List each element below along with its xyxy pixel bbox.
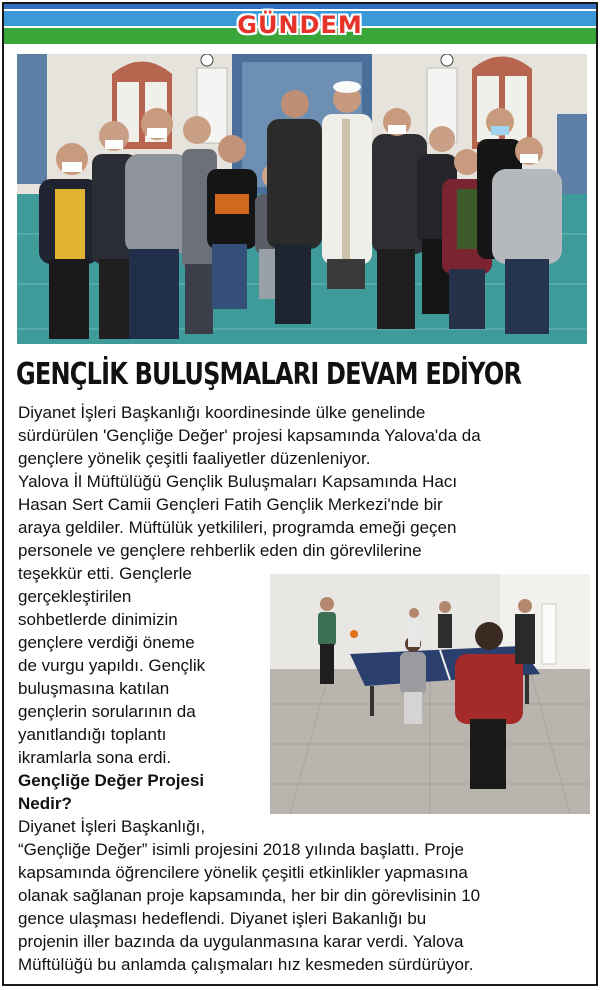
body-line: Diyanet İşleri Başkanlığı, xyxy=(18,817,206,836)
group-photo-mosque xyxy=(17,54,587,344)
body-line: gençlerin sorularının da xyxy=(18,702,196,721)
newspaper-page xyxy=(2,2,598,986)
section-banner xyxy=(4,4,596,44)
body-line: gerçekleştirilen xyxy=(18,587,132,606)
article-headline: GENÇLİK BULUŞMALARI DEVAM EDİYOR xyxy=(16,357,522,392)
body-line: araya geldiler. Müftülük yetkilileri, programda emeği geçen xyxy=(18,518,457,537)
body-line: gence ulaşması hedeflendi. Diyanet işleri Bakanlığı bu xyxy=(18,909,427,928)
body-line: kapsamında öğrencilere yönelik çeşitli etkinlikler yapmasına xyxy=(18,863,468,882)
body-line: gençlere verdiği öneme xyxy=(18,633,195,652)
body-line: yanıtlandığı toplantı xyxy=(18,725,167,744)
body-line: projenin iller bazında da uygulanmasına karar verdi. Yalova xyxy=(18,932,464,951)
body-line: gençlere yönelik çeşitli faaliyetler düzenleniyor. xyxy=(18,449,371,468)
body-line: Müftülüğü bu anlamda çalışmaları hız kesmeden sürdürüyor. xyxy=(18,955,474,974)
body-line: teşekkür etti. Gençlerle xyxy=(18,564,192,583)
body-line: ikramlarla sona erdi. xyxy=(18,748,172,767)
body-line: Diyanet İşleri Başkanlığı koordinesinde ülke genelinde xyxy=(18,403,426,422)
body-line: personele ve gençlere rehberlik eden din görevlilerine xyxy=(18,541,422,560)
body-line: Hasan Sert Camii Gençleri Fatih Gençlik Merkezi'nde bir xyxy=(18,495,443,514)
body-line: “Gençliğe Değer” isimli projesini 2018 yılında başlattı. Proje xyxy=(18,840,464,859)
body-line: sohbetlerde dinimizin xyxy=(18,610,178,629)
section-title: GÜNDEM xyxy=(237,11,363,39)
body-line: Yalova İl Müftülüğü Gençlik Buluşmaları Kapsamında Hacı xyxy=(18,472,458,491)
body-line: buluşmasına katılan xyxy=(18,679,170,698)
article-subheading: Nedir? xyxy=(18,794,72,813)
table-tennis-photo xyxy=(270,574,590,814)
body-line: olanak sağlanan proje kapsamında, her bir din görevlisinin 10 xyxy=(18,886,481,905)
article-subheading: Gençliğe Değer Projesi xyxy=(18,771,205,790)
body-line: de vurgu yapıldı. Gençlik xyxy=(18,656,206,675)
body-line: sürdürülen 'Gençliğe Değer' projesi kapsamında Yalova'da da xyxy=(18,426,481,445)
